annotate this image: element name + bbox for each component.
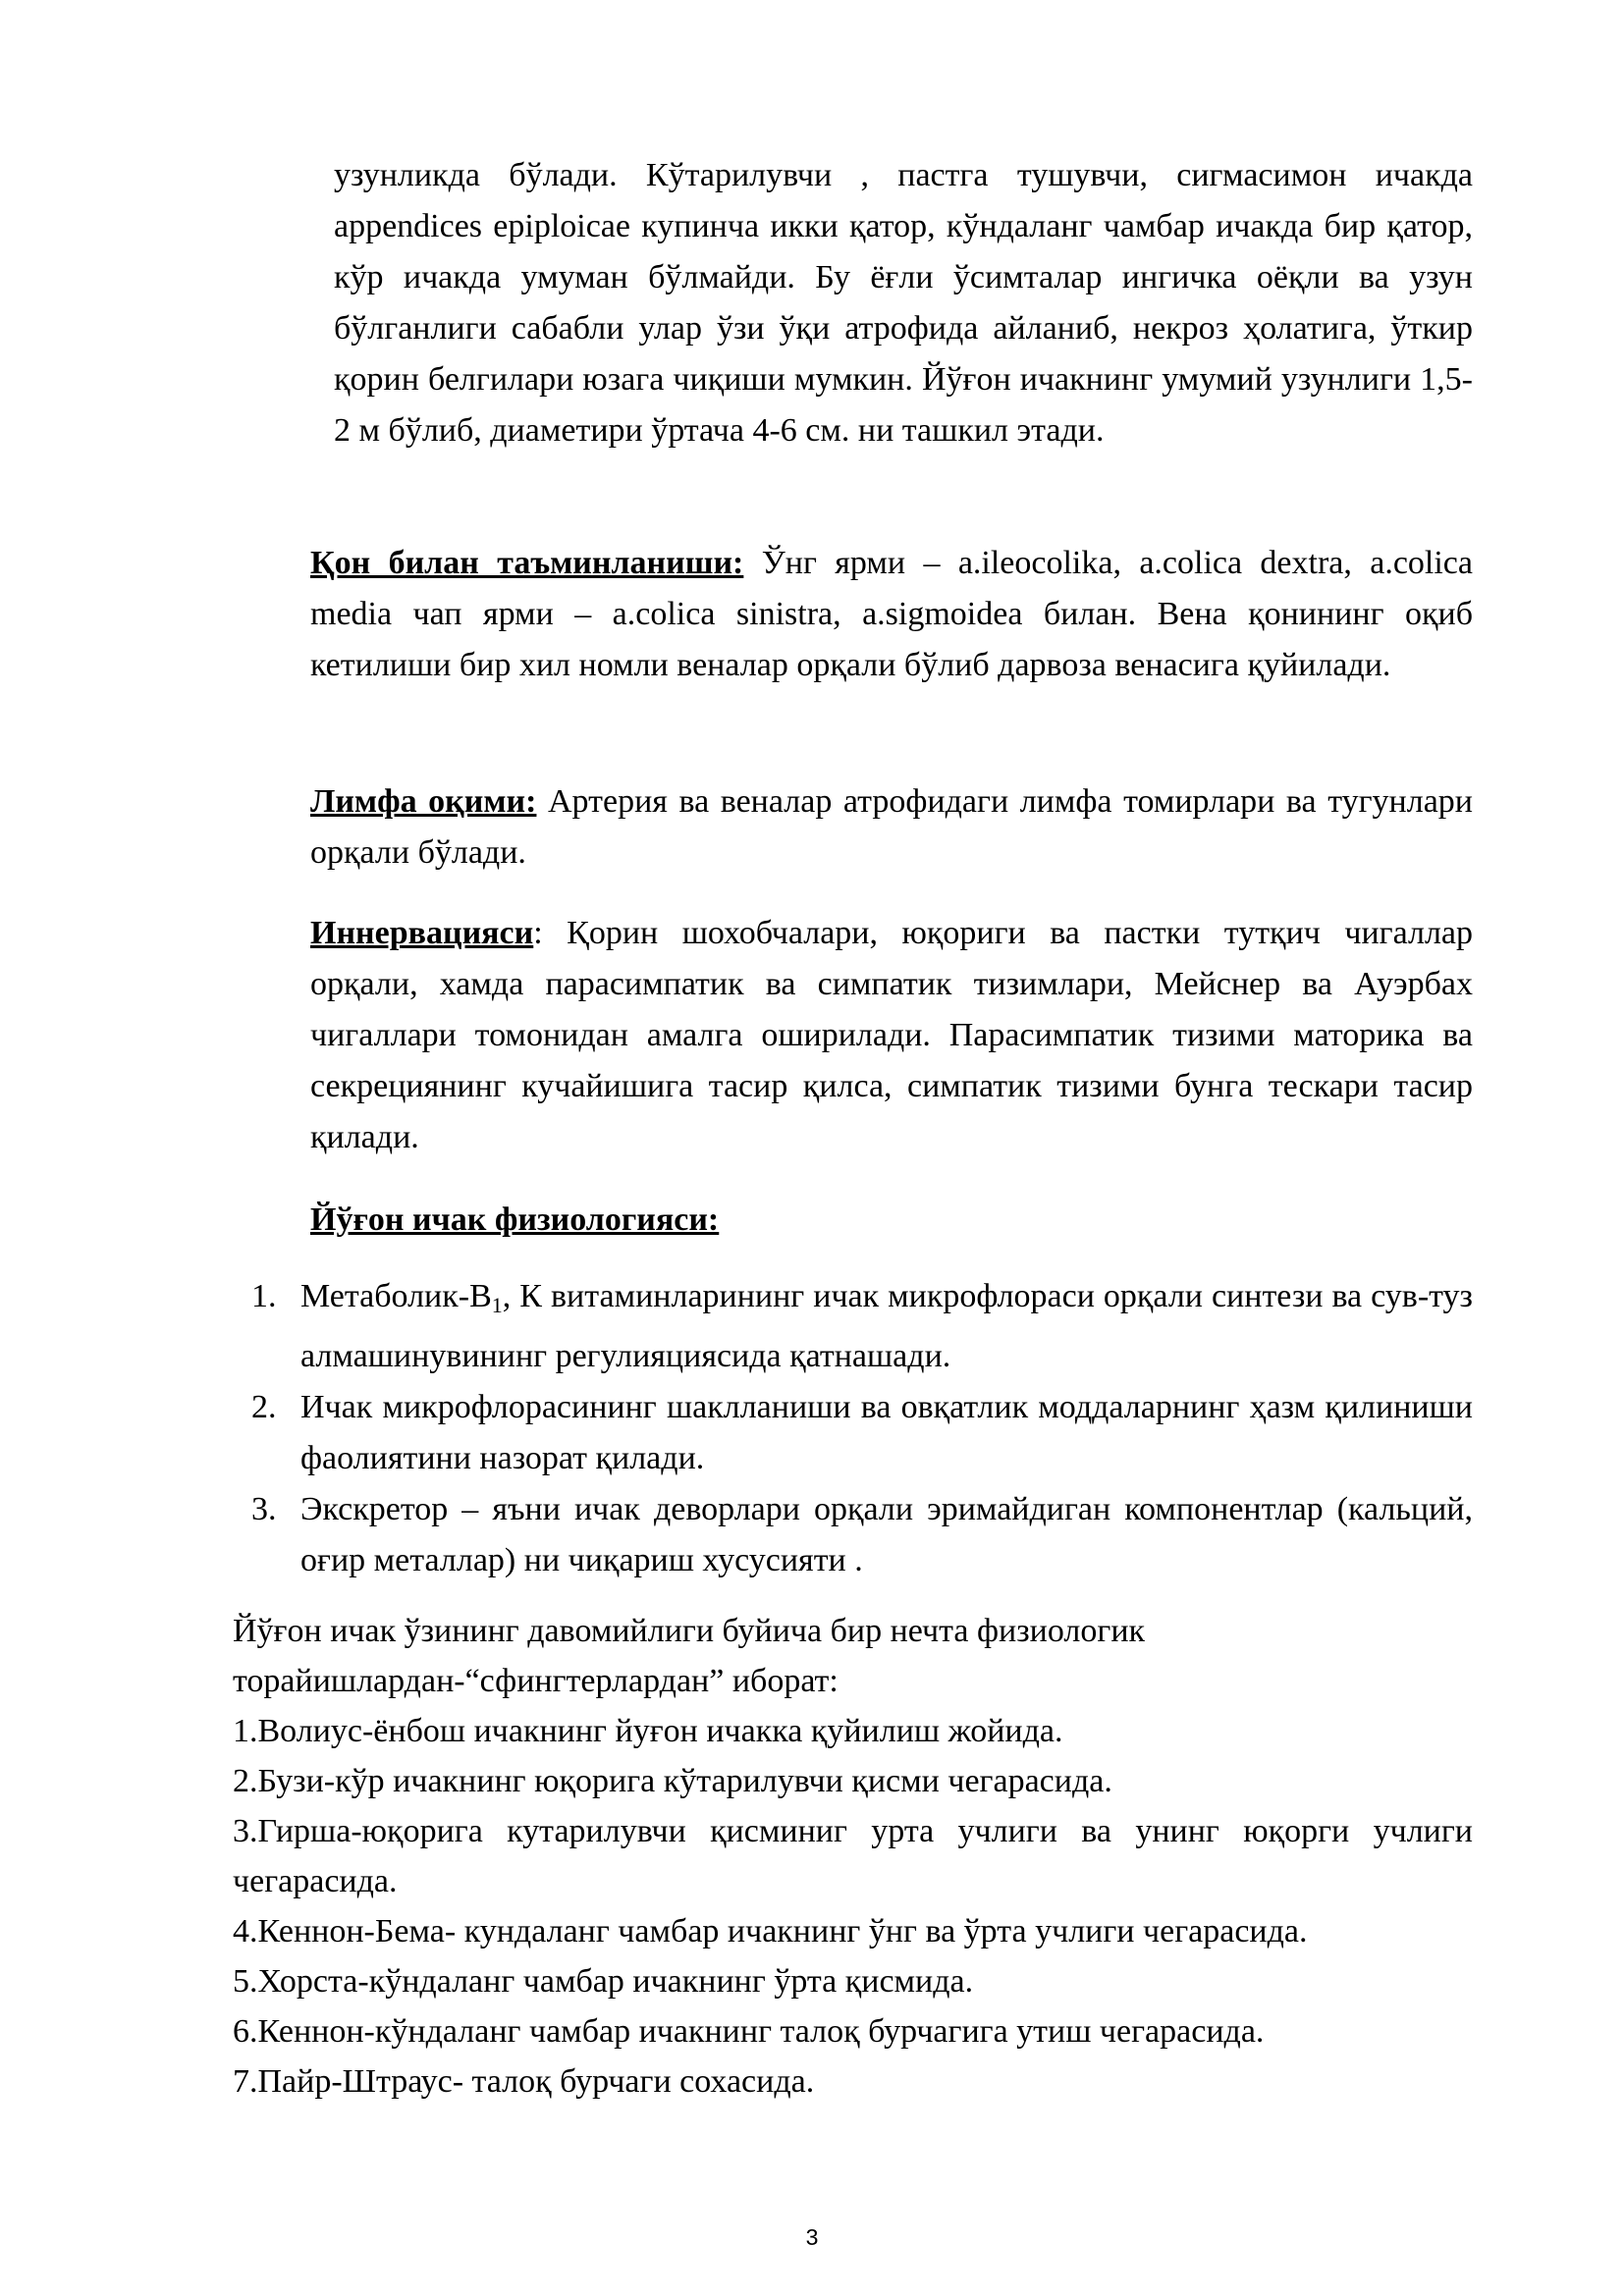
innervation-label: Иннервацияси (310, 915, 534, 951)
sphincter-item: 7.Пайр-Штраус- талоқ бурчаги сохасида. (233, 2063, 815, 2100)
list-item-number: 1. (251, 1278, 277, 1314)
lymph-paragraph (310, 776, 1473, 879)
list-item (245, 1382, 1473, 1484)
sphincter-item: 2.Бузи-кўр ичакнинг юқорига кўтарилувчи қисми чегарасида. (233, 1763, 1112, 1799)
list-item-number: 3. (251, 1491, 277, 1527)
innervation-text: : Қорин шохобчалари, юқориги ва пастки тутқич чигаллар орқали, хамда парасимпатик ва симпатик тизимлари, Мейснер ва Ауэрбах чигаллари томонидан амалга оширилади. Парасимпатик тизими маторика ва секрециянинг кучайишига тасир қилса, симпатик тизими бунга тескари тасир қилади. (310, 915, 1473, 1155)
sphincters-list (233, 1706, 1473, 2107)
lymph-label: Лимфа оқими: (310, 783, 537, 820)
sphincter-item: 3.Гирша-юқорига кутарилувчи қисминиг урта учлиги ва унинг юқорги учлиги чегарасида. (233, 1813, 1473, 1899)
list-item-text: Экскретор – яъни ичак деворлари орқали эримайдиган компонентлар (кальций, оғир металлар) ни чиқариш хусусияти . (300, 1491, 1473, 1578)
intro-text: узунликда бўлади. Кўтарилувчи , пастга тушувчи, сигмасимон ичакда appendices epiploicae купинча икки қатор, кўндаланг чамбар ичакда бир қатор, кўр ичакда умуман бўлмайди. Бу ёғли ўсимталар ингичка оёқли ва узун бўлганлиги сабабли улар ўзи ўқи атрофида айланиб, некроз ҳолатига, ўткир қорин белгилари юзага чиқиши мумкин. Йўғон ичакнинг умумий узунлиги 1,5-2 м бўлиб, диаметири ўртача 4-6 см. ни ташкил этади. (334, 157, 1473, 449)
sphincters-intro: Йўғон ичак ўзининг давомийлиги буйича бир нечта физиологик торайишлардан-“сфингтерлардан” иборат: (233, 1613, 1146, 1699)
list-item-subscript: 1 (491, 1293, 503, 1317)
list-item-text-end: , К витаминларининг ичак микрофлораси орқали синтези ва сув-туз алмашинувининг регулияциясида қатнашади. (300, 1278, 1473, 1374)
page-number: 3 (805, 2224, 819, 2250)
list-item-text: Ичак микрофлорасининг шаклланиши ва овқатлик моддаларнинг ҳазм қилиниши фаолиятини назорат қилади. (300, 1389, 1473, 1476)
blood-supply-text: Ўнг ярми – a.ileocolika, a.colica dextra, a.colica media чап ярми – a.colica sinistra, a.sigmoidea билан. Вена қонининг оқиб кетилиши бир хил номли веналар орқали бўлиб дарвоза венасига қуйилади. (310, 545, 1473, 683)
sphincter-item: 1.Волиус-ёнбош ичакнинг йуғон ичакка қуйилиш жойида. (233, 1713, 1063, 1749)
sphincter-item: 5.Хорста-кўндаланг чамбар ичакнинг ўрта қисмида. (233, 1963, 974, 2000)
list-item (245, 1484, 1473, 1586)
blood-supply-paragraph (310, 538, 1473, 691)
sphincter-item: 4.Кеннон-Бема- кундаланг чамбар ичакнинг ўнг ва ўрта учлиги чегарасида. (233, 1913, 1308, 1949)
physiology-list (245, 1271, 1473, 1586)
intro-paragraph (334, 150, 1473, 456)
list-item-text-start: Метаболик-В (300, 1278, 492, 1314)
lymph-text: Артерия ва веналар атрофидаги лимфа томирлари ва тугунлари орқали бўлади. (310, 783, 1473, 871)
blood-supply-label: Қон билан таъминланиши: (310, 545, 744, 581)
list-item-number: 2. (251, 1389, 277, 1425)
innervation-paragraph (310, 908, 1473, 1163)
physiology-heading: Йўғон ичак физиологияси: (310, 1201, 720, 1238)
list-item (245, 1271, 1473, 1382)
sphincter-item: 6.Кеннон-кўндаланг чамбар ичакнинг талоқ бурчагига утиш чегарасида. (233, 2013, 1265, 2050)
